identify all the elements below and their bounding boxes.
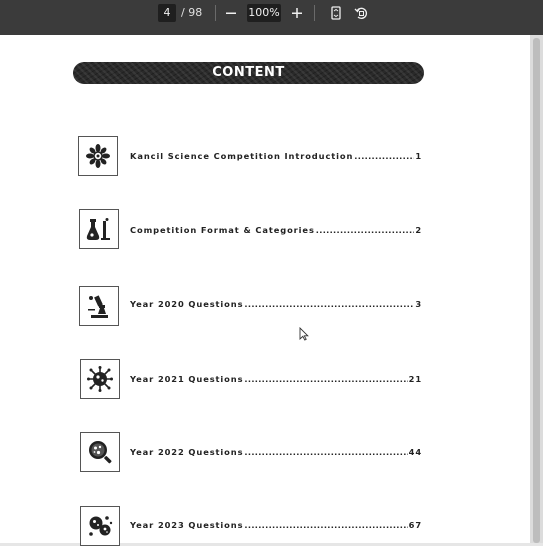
document-page: [0, 35, 530, 543]
toc-leader-dots: [244, 445, 407, 459]
page-total-label: / 98: [181, 6, 203, 19]
plus-icon: [289, 5, 305, 21]
microscope-icon: [79, 286, 119, 326]
toc-entry-page: 1: [415, 151, 422, 161]
toc-leader-dots: [244, 372, 407, 386]
toc-entry-page: 67: [408, 520, 422, 530]
toc-leader-dots: [244, 518, 407, 532]
toc-entry[interactable]: [130, 372, 422, 386]
toc-leader-dots: [354, 149, 414, 163]
atom-flower-icon: [78, 136, 118, 176]
toc-entry-title: Competition Format & Categories: [130, 225, 315, 235]
toc-leader-dots: [316, 223, 415, 237]
toc-entry-page: 44: [408, 447, 422, 457]
lab-flask-icon: [79, 209, 119, 249]
toolbar-divider: [215, 5, 216, 21]
toc-leader-dots: [244, 297, 414, 311]
virus-icon: [80, 359, 120, 399]
toc-entry-page: 2: [415, 225, 422, 235]
scrollbar-thumb[interactable]: [533, 38, 540, 543]
toc-entry[interactable]: [130, 223, 422, 237]
zoom-level-input[interactable]: 100%: [247, 4, 281, 22]
fit-page-button[interactable]: [326, 3, 346, 23]
toc-entry[interactable]: [130, 518, 422, 532]
toc-entry-page: 3: [415, 299, 422, 309]
rotate-button[interactable]: [351, 3, 371, 23]
zoom-out-button[interactable]: [221, 3, 241, 23]
toc-entry-title: Year 2022 Questions: [130, 447, 244, 457]
content-banner: [73, 62, 424, 84]
toc-entry[interactable]: [130, 297, 422, 311]
fit-page-icon: [328, 5, 344, 21]
toc-entry-title: Year 2021 Questions: [130, 374, 244, 384]
toc-entry-title: Year 2020 Questions: [130, 299, 244, 309]
minus-icon: [223, 5, 239, 21]
toc-entry-page: 21: [408, 374, 422, 384]
page-number-input[interactable]: 4: [158, 4, 176, 22]
mouse-cursor-icon: [299, 327, 309, 341]
zoom-in-button[interactable]: [287, 3, 307, 23]
toc-entry-title: Year 2023 Questions: [130, 520, 244, 530]
toc-entry-title: Kancil Science Competition Introduction: [130, 151, 354, 161]
toolbar-divider: [314, 5, 315, 21]
page-title: CONTENT: [212, 65, 285, 80]
cells-icon: [80, 506, 120, 546]
toc-entry[interactable]: [130, 445, 422, 459]
pdf-toolbar: [0, 0, 543, 35]
magnifier-bacteria-icon: [80, 432, 120, 472]
toc-entry[interactable]: [130, 149, 422, 163]
rotate-icon: [353, 5, 369, 21]
